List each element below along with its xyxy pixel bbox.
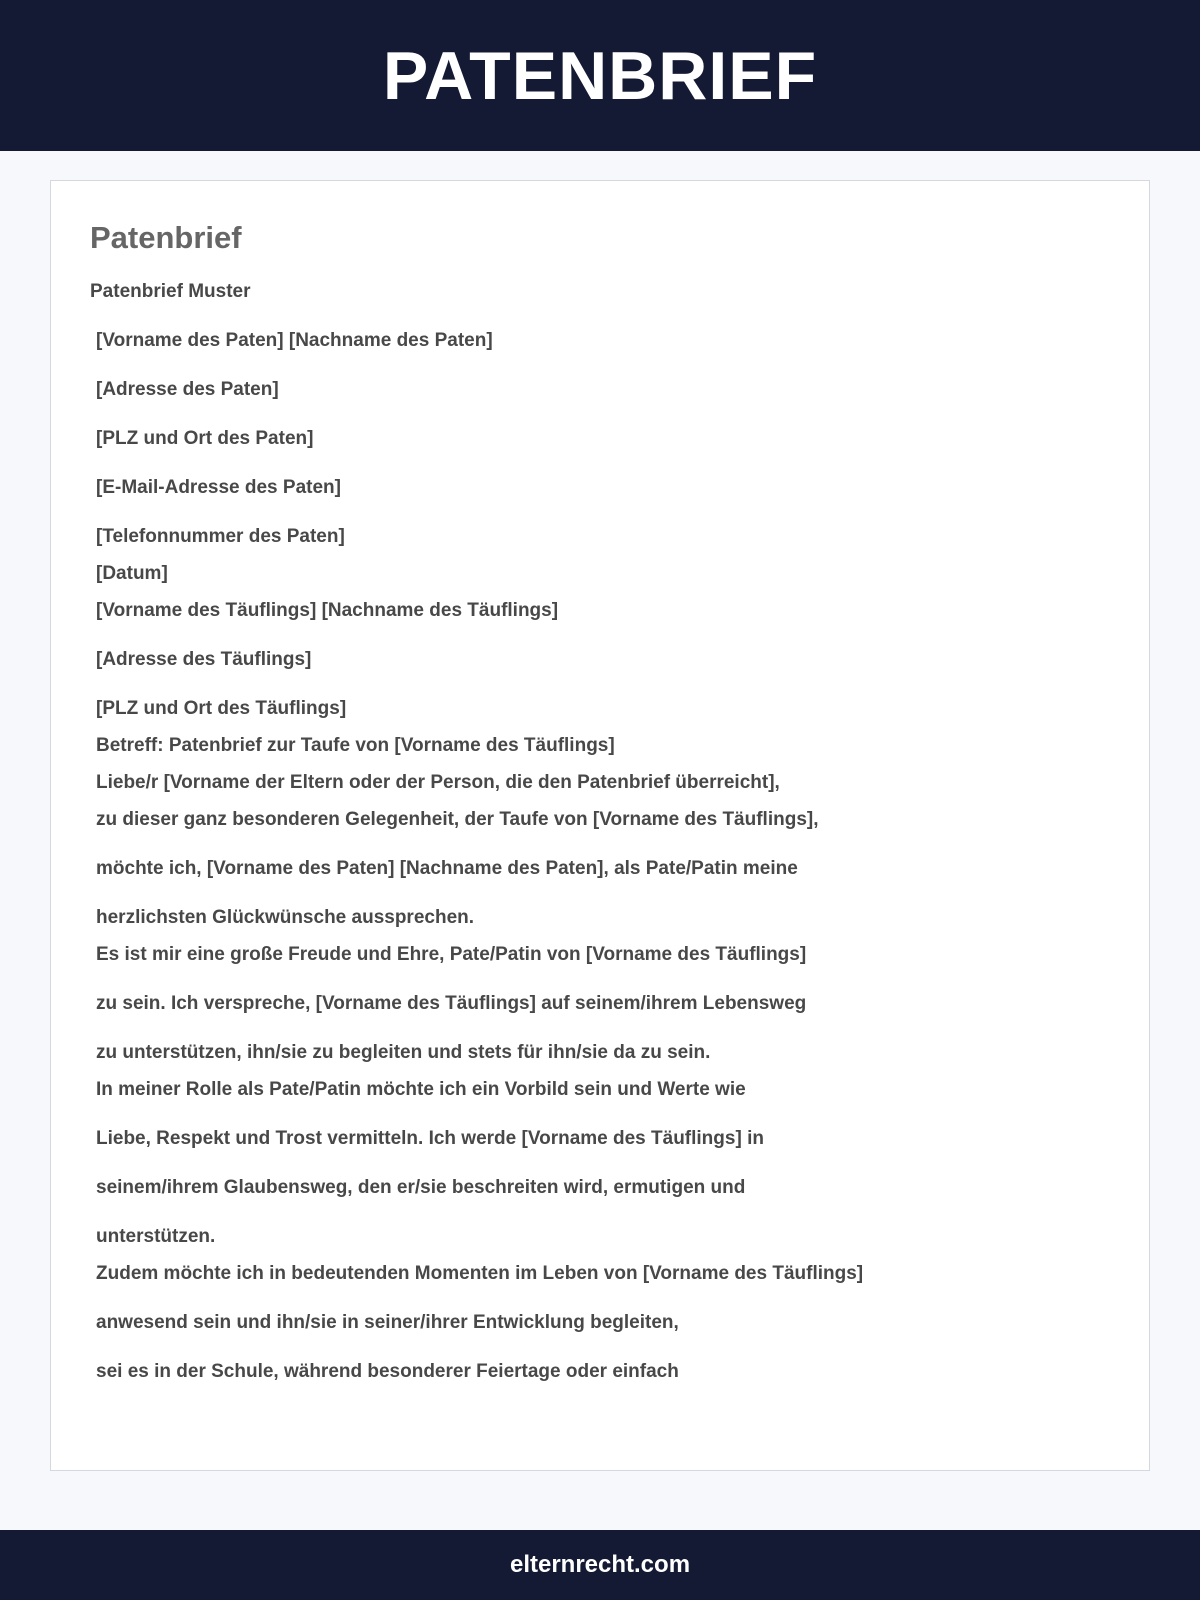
text-line: [E-Mail-Adresse des Paten] — [96, 477, 341, 498]
text-line: [Vorname des Paten] [Nachname des Paten] — [96, 330, 493, 351]
text-line: sei es in der Schule, während besonderer Feiertage oder einfach — [96, 1361, 679, 1382]
document-title: Patenbrief — [90, 220, 242, 255]
text-line: Zudem möchte ich in bedeutenden Momenten im Leben von [Vorname des Täuflings] — [96, 1263, 864, 1284]
footer-site-name: elternrecht.com — [509, 1551, 691, 1578]
text-line: [Adresse des Täuflings] — [96, 649, 312, 670]
text-line: herzlichsten Glückwünsche aussprechen. — [96, 907, 475, 928]
text-line: zu sein. Ich verspreche, [Vorname des Täuflings] auf seinem/ihrem Lebensweg — [96, 993, 807, 1014]
page-footer — [0, 1530, 1200, 1600]
text-line: [Datum] — [96, 563, 168, 584]
header-title: PATENBRIEF — [382, 37, 818, 114]
text-line: unterstützen. — [96, 1226, 216, 1247]
text-line: [PLZ und Ort des Paten] — [96, 428, 314, 449]
text-line: Liebe, Respekt und Trost vermitteln. Ich werde [Vorname des Täuflings] in — [96, 1128, 764, 1149]
text-line: In meiner Rolle als Pate/Patin möchte ich ein Vorbild sein und Werte wie — [96, 1079, 746, 1100]
page-header — [0, 0, 1200, 151]
text-line: Liebe/r [Vorname der Eltern oder der Person, die den Patenbrief überreicht], — [96, 772, 780, 793]
text-line: anwesend sein und ihn/sie in seiner/ihrer Entwicklung begleiten, — [96, 1312, 679, 1333]
text-line: zu dieser ganz besonderen Gelegenheit, der Taufe von [Vorname des Täuflings], — [96, 809, 819, 830]
text-line: seinem/ihrem Glaubensweg, den er/sie beschreiten wird, ermutigen und — [96, 1177, 746, 1198]
text-line: [Adresse des Paten] — [96, 379, 279, 400]
text-line: zu unterstützen, ihn/sie zu begleiten und stets für ihn/sie da zu sein. — [96, 1042, 711, 1063]
text-line: Es ist mir eine große Freude und Ehre, Pate/Patin von [Vorname des Täuflings] — [96, 944, 807, 965]
text-line: [PLZ und Ort des Täuflings] — [96, 698, 347, 719]
document-subtitle: Patenbrief Muster — [90, 281, 251, 302]
text-line: möchte ich, [Vorname des Paten] [Nachname des Paten], als Pate/Patin meine — [96, 858, 798, 879]
text-line: [Vorname des Täuflings] [Nachname des Täuflings] — [96, 600, 559, 621]
text-line: Betreff: Patenbrief zur Taufe von [Vorname des Täuflings] — [96, 735, 615, 756]
text-line: [Telefonnummer des Paten] — [96, 526, 345, 547]
